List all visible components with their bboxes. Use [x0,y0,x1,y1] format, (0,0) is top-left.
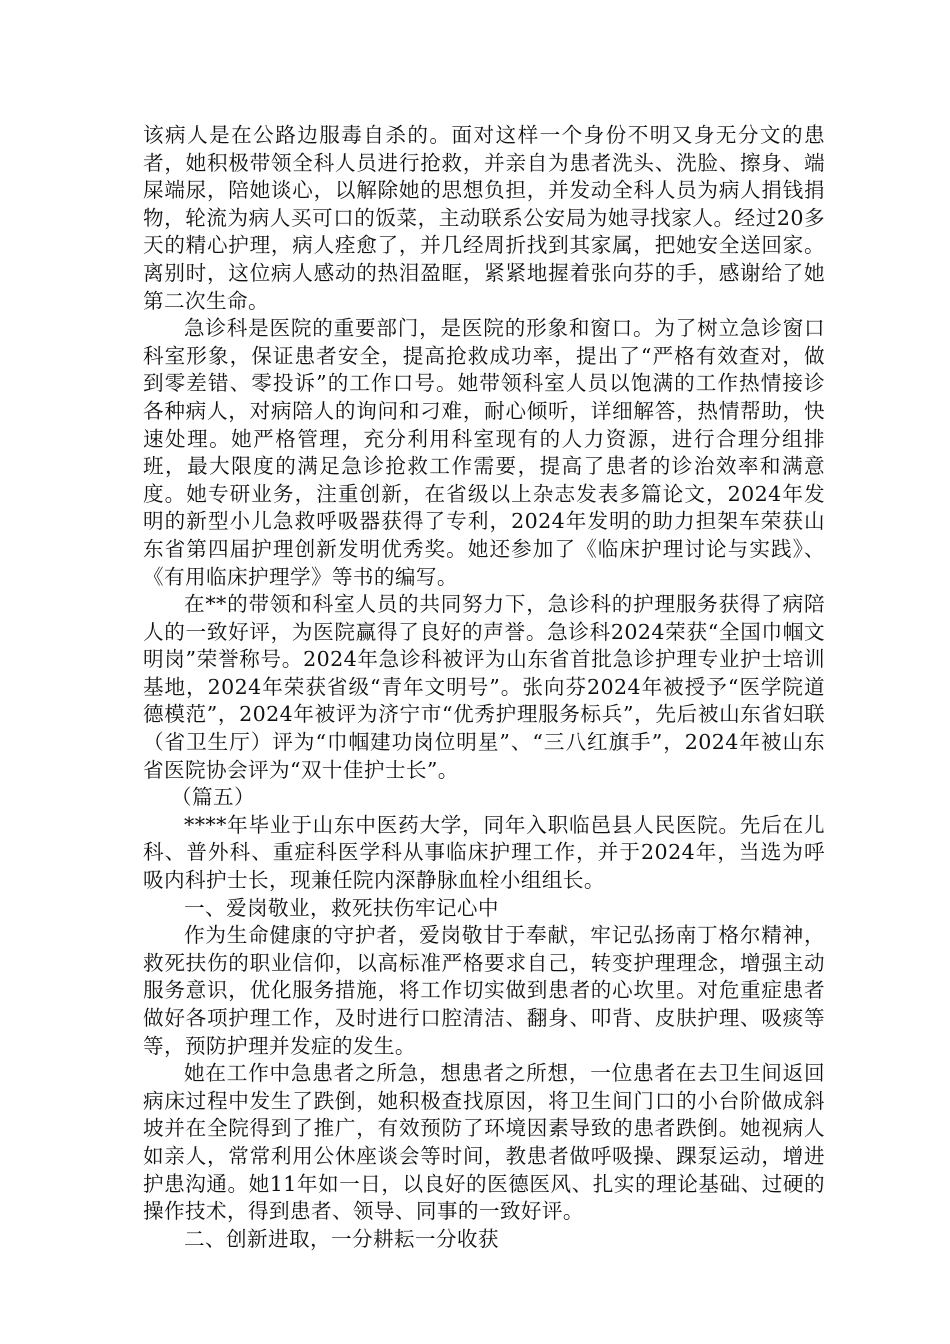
document-body [143,122,825,1253]
section-marker: （篇五） [171,785,255,810]
paragraph-5: ****年毕业于山东中医药大学，同年入职临邑县人民医院。先后在儿科、普外科、重症科医学科从事临床护理工作，并于2024年，当选为呼吸内科护士长，现兼任院内深静脉血栓小组组长。 [143,812,825,893]
section-heading-2: 二、创新进取，一分耕耘一分收获 [184,1226,499,1251]
paragraph-8: 她在工作中急患者之所急，想患者之所想，一位患者在去卫生间返回病床过程中发生了跌倒，她积极查找原因，将卫生间门口的小台阶做成斜坡并在全院得到了推广，有效预防了环境因素导致的患者跌倒。她视病人如亲人，常常利用公休座谈会等时间，教患者做呼吸操、踝泵运动，增进护患沟通。她11年如一日，以良好的医德医风、扎实的理论基础、过硬的操作技术，得到患者、领导、同事的一致好评。 [143,1061,825,1224]
paragraph-7: 作为生命健康的守护者，爱岗敬甘于奉献，牢记弘扬南丁格尔精神，救死扶伤的职业信仰，以高标准严格要求自己，转变护理理念，增强主动服务意识，优化服务措施，将工作切实做到患者的心坎里。对危重症患者做好各项护理工作，及时进行口腔清洁、翻身、叩背、皮肤护理、吸痰等等，预防护理并发症的发生。 [143,923,825,1058]
paragraph-2: 急诊科是医院的重要部门，是医院的形象和窗口。为了树立急诊窗口科室形象，保证患者安全，提高抢救成功率，提出了“严格有效查对，做到零差错、零投诉”的工作口号。她带领科室人员以饱满的工作热情接诊各种病人，对病陪人的询问和刁难，耐心倾听，详细解答，热情帮助，快速处理。她严格管理，充分利用科室现有的人力资源，进行合理分组排班，最大限度的满足急诊抢救工作需要，提高了患者的诊治效率和满意度。她专研业务，注重创新，在省级以上杂志发表多篇论文，2024年发明的新型小儿急救呼吸器获得了专利，2024年发明的助力担架车荣获山东省第四届护理创新发明优秀奖。她还参加了《临床护理讨论与实践》、《有用临床护理学》等书的编写。 [143,316,825,589]
paragraph-3: 在**的带领和科室人员的共同努力下，急诊科的护理服务获得了病陪人的一致好评，为医院赢得了良好的声誉。急诊科2024荣获“全国巾帼文明岗”荣誉称号。2024年急诊科被评为山东省首批急诊护理专业护士培训基地，2024年荣获省级“青年文明号”。张向芬2024年被授予“医学院道德模范”，2024年被评为济宁市“优秀护理服务标兵”，先后被山东省妇联（省卫生厅）评为“巾帼建功岗位明星”、“三八红旗手”，2024年被山东省医院协会评为“双十佳护士长”。 [143,592,825,782]
section-heading-1: 一、爱岗敬业，救死扶伤牢记心中 [184,895,499,920]
paragraph-1: 该病人是在公路边服毒自杀的。面对这样一个身份不明又身无分文的患者，她积极带领全科人员进行抢救，并亲自为患者洗头、洗脸、擦身、端屎端尿，陪她谈心，以解除她的思想负担，并发动全科人员为病人捐钱捐物，轮流为病人买可口的饭菜，主动联系公安局为她寻找家人。经过20多天的精心护理，病人痊愈了，并几经周折找到其家属，把她安全送回家。离别时，这位病人感动的热泪盈眶，紧紧地握着张向芬的手，感谢给了她第二次生命。 [143,123,825,313]
